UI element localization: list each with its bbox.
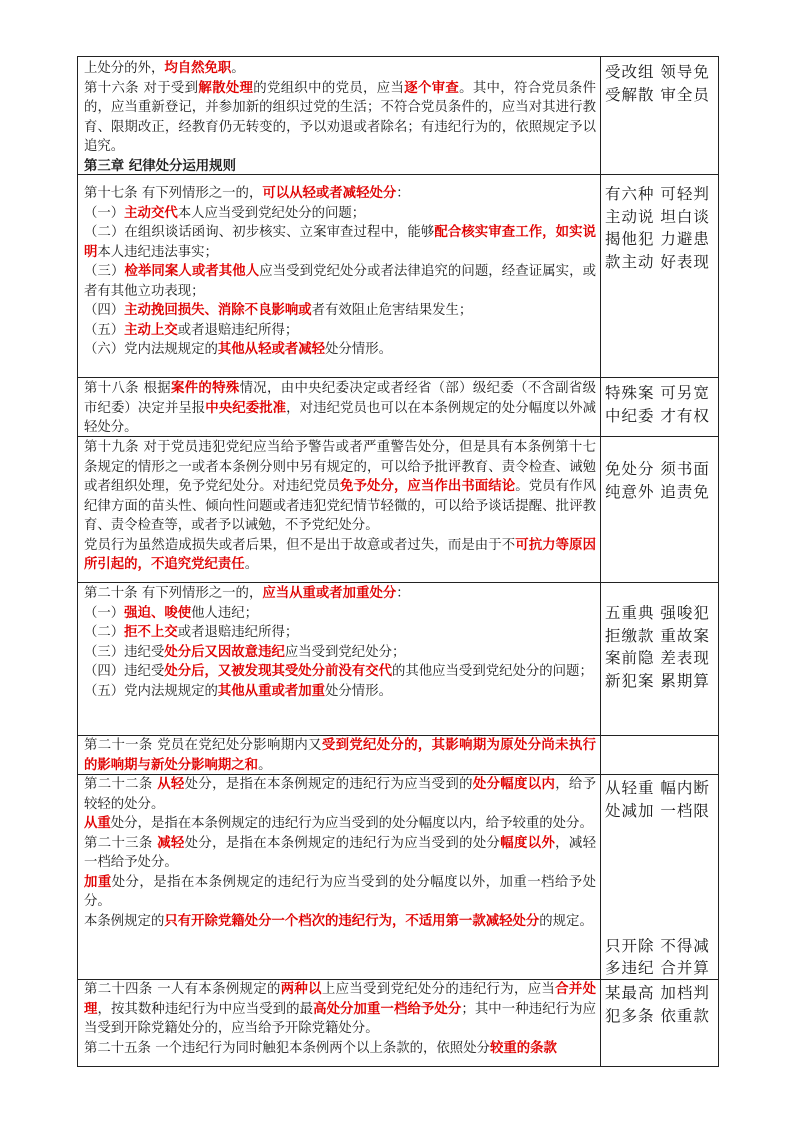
body-text: 上应当受到党纪处分的违纪行为，应当 (321, 982, 556, 997)
body-text: ；其中一种违纪行为应当受到开除党籍处分的，应当给予开除党籍处分。 (84, 1001, 597, 1036)
body-text: 处分情形。 (325, 342, 392, 357)
emphasis-text: 拒不上交 (124, 624, 178, 640)
body-text: 。党员有作风纪律方面的苗头性、倾向性问题或者违犯党纪情节轻微的，可以给予谈话提醒、批评教育、责令检查等，或者予以诫勉，不予党纪处分。 (84, 479, 597, 533)
emphasis-text: 均自然免职 (164, 60, 232, 76)
paragraph (84, 59, 596, 79)
body-text: 。其中，符合党员条件的，应当重新登记，并参加新的组织过党的生活；不符合党员条件的，应当对其进行教育、限期改正，经教育仍无转变的，予以劝退或者除名；有违纪行为的，依照规定予以追究。 (84, 80, 597, 154)
emphasis-text: 从轻 (157, 776, 185, 792)
body-text: 第十六条 对于受到 (84, 80, 199, 96)
body-text: 处分情形。 (325, 683, 392, 699)
body-text: （六）党内法规规定的 (84, 342, 218, 357)
body-text: （五）党内法规规定的 (84, 683, 218, 699)
body-text: 第二十五条 一个违纪行为同时触犯本条例两个以上条款的，依照处分 (84, 1040, 490, 1056)
emphasis-text: 受到党纪处分的，其影响期为原处分尚未执行的影响期与新处分影响期之和 (84, 737, 596, 773)
paragraph (84, 340, 596, 360)
row-3-mnemonic (605, 382, 718, 427)
column-divider (600, 57, 601, 1066)
body-text: 的其他应当受到党纪处分的问题； (391, 664, 593, 679)
body-text: 者有效阻止危害结果发生； (311, 303, 473, 318)
emphasis-text: 解散处理 (198, 79, 254, 96)
body-text: 第三章 纪律处分运用规则 (84, 157, 236, 174)
paragraph (84, 536, 596, 575)
emphasis-text: 主动挽回损失、消除不良影响或 (124, 302, 312, 318)
body-text: （一） (84, 605, 125, 621)
mnemonic-line: 五重典 强唆犯 (605, 604, 710, 622)
body-text: ，对违纪党员也可以在本条例规定的处分幅度以外减轻处分。 (84, 400, 597, 435)
row-5-text (84, 584, 596, 701)
paragraph (84, 157, 596, 177)
mnemonic-line: 中纪委 才有权 (605, 406, 710, 425)
body-text: 第二十二条 (84, 777, 158, 792)
body-text: 本人违纪违法事实； (97, 244, 218, 260)
emphasis-text: 只有开除党籍处分一个档次的违纪行为，不适用第一款减轻处分 (164, 912, 540, 929)
mnemonic-line: 拒缴款 重故案 (605, 626, 710, 645)
emphasis-text: 强迫、唆使 (124, 604, 192, 621)
emphasis-text: 合并处理 (84, 981, 597, 1017)
emphasis-text: 中央纪委批准 (205, 399, 287, 416)
mnemonic-line: 某最高 加档判 (605, 984, 710, 1002)
body-text: 本条例规定的 (84, 913, 165, 929)
paragraph (84, 912, 596, 932)
emphasis-text: 其他从重或者加重 (217, 682, 326, 699)
mnemonic-line: 特殊案 可另宽 (605, 384, 710, 402)
body-text: 第十七条 有下列情形之一的， (84, 186, 263, 201)
mnemonic-line: 多违纪 合并算 (605, 959, 710, 977)
paragraph (84, 834, 596, 873)
paragraph (84, 662, 596, 682)
emphasis-text: 主动上交 (124, 321, 178, 338)
body-text: 第十九条 对于党员违犯党纪应当给予警告或者严重警告处分，但是具有本条例第十七条规定的情形之一或者本条例分则中另有规定的，可以给予批评教育、责令检查、诫勉或者组织处理，免予党纪处分。对违纪党员 (84, 440, 596, 494)
paragraph (84, 775, 596, 814)
row-2-text (84, 184, 596, 360)
mnemonic-line: 有六种 可轻判 (605, 185, 710, 203)
body-text: 的规定。 (539, 913, 593, 929)
emphasis-text: 配合核实审查工作，如实说明 (84, 224, 597, 260)
paragraph (84, 184, 596, 204)
body-text: （三）违纪受 (84, 644, 165, 660)
body-text: 情况，由中央纪委决定或者经省（部）级纪委（不含副省级市纪委）决定并呈报 (84, 381, 597, 416)
emphasis-text: 免予处分，应当作出书面结论 (340, 478, 516, 494)
paragraph (84, 321, 596, 341)
row-4-text (84, 438, 596, 575)
emphasis-text: 处分后，又被发现其受处分前没有交代 (164, 663, 392, 679)
body-text: 处分，是指在本条例规定的违纪行为应当受到的处分幅度以内，给予较重的处分。 (110, 816, 593, 831)
body-text: 第二十三条 (84, 835, 158, 851)
emphasis-text: 处分后又因故意违纪 (164, 643, 285, 660)
body-text: （四） (84, 303, 125, 318)
paragraph (84, 438, 596, 536)
paragraph (84, 643, 596, 663)
emphasis-text: 可以从轻或者减轻处分 (262, 185, 397, 201)
mnemonic-line: 犯多条 依重款 (605, 1006, 710, 1025)
paragraph (84, 980, 596, 1039)
paragraph (84, 604, 596, 624)
mnemonic-line (605, 890, 718, 913)
paragraph (84, 736, 596, 775)
mnemonic-line (605, 822, 718, 845)
body-text: 。 (258, 757, 272, 773)
paragraph (84, 262, 596, 301)
paragraph (84, 379, 596, 438)
emphasis-text: 处分幅度以内 (472, 776, 556, 792)
mnemonic-line: 款主动 好表现 (605, 252, 710, 271)
body-text: ： (396, 586, 410, 601)
mnemonic-line: 从轻重 幅内断 (605, 779, 710, 797)
body-text: 上处分的外， (84, 61, 165, 76)
body-text: （四）违纪受 (84, 664, 165, 679)
paragraph (84, 814, 596, 834)
mnemonic-line: 处减加 一档限 (605, 801, 710, 820)
emphasis-text: 逐个审查 (404, 79, 460, 96)
body-text: ： (396, 186, 410, 201)
body-text: 。 (231, 61, 245, 76)
body-text: 处分，是指在本条例规定的违纪行为应当受到的处分幅度以外，加重一档给予处分。 (84, 874, 596, 909)
mnemonic-line: 案前隐 差表现 (605, 649, 710, 667)
paragraph (84, 682, 596, 702)
paragraph (84, 623, 596, 643)
emphasis-text: 高处分加重一档给予处分 (313, 1000, 462, 1017)
emphasis-text: 检举同案人或者其他人 (124, 263, 260, 279)
body-text: 第二十四条 一人有本条例规定的 (84, 982, 281, 997)
paragraph (84, 873, 596, 912)
body-text: 本人应当受到党纪处分的问题； (177, 205, 366, 221)
mnemonic-line: 免处分 须书面 (605, 460, 710, 478)
row-8-mnemonic (605, 982, 718, 1027)
body-text: （三） (84, 264, 125, 279)
paragraph (84, 204, 596, 224)
mnemonic-line (605, 845, 718, 868)
body-text: 的党组织中的党员，应当 (253, 80, 405, 96)
emphasis-text: 案件的特殊 (170, 380, 240, 396)
body-text: 第二十一条 党员在党纪处分影响期内又 (84, 738, 322, 753)
row-6-text (84, 736, 596, 775)
paragraph (84, 301, 596, 321)
paragraph (84, 1039, 596, 1059)
document-table (77, 56, 719, 1067)
paragraph (84, 223, 596, 262)
body-text: （五） (84, 322, 125, 338)
body-text: 或者退赔违纪所得； (177, 625, 299, 640)
emphasis-text: 可抗力等原因所引起的，不追究党纪责任 (84, 536, 597, 572)
row-4-mnemonic (605, 458, 718, 503)
body-text: 第十八条 根据 (84, 381, 171, 396)
row-2-mnemonic (605, 183, 718, 273)
row-1-text (84, 59, 596, 176)
row-1-mnemonic (605, 61, 718, 106)
body-text: 党员行为虽然造成损失或者后果，但不是出于故意或者过失，而是由于不 (84, 537, 516, 553)
emphasis-text: 减轻 (157, 834, 185, 851)
row-7-mnemonic (605, 777, 718, 980)
body-text: 应当受到党纪处分； (284, 644, 406, 660)
body-text: ，减轻一档给予处分。 (84, 835, 597, 870)
body-text: 。 (244, 557, 259, 572)
row-divider (78, 582, 718, 583)
body-text: 应当受到党纪处分或者法律追究的问题，经查证属实，或者有其他立功表现； (84, 264, 597, 299)
emphasis-text: 加重 (84, 873, 112, 890)
body-text: （二） (84, 625, 125, 640)
mnemonic-line: 主动说 坦白谈 (605, 207, 710, 226)
body-text: 或者退赔违纪所得； (177, 322, 299, 338)
row-3-text (84, 379, 596, 438)
row-7-text (84, 775, 596, 931)
emphasis-text: 从重 (84, 815, 111, 831)
mnemonic-line: 新犯案 累期算 (605, 671, 710, 690)
emphasis-text: 两种以 (280, 981, 322, 997)
paragraph (84, 79, 596, 157)
body-text: ，按其数种违纪行为中应当受到的最 (97, 1001, 314, 1017)
mnemonic-line: 受解散 审全员 (605, 85, 710, 104)
emphasis-text: 幅度以外 (500, 834, 556, 851)
emphasis-text: 主动交代 (124, 204, 178, 221)
emphasis-text: 应当从重或者加重处分 (262, 585, 397, 601)
mnemonic-line: 揭他犯 力避患 (605, 230, 710, 248)
mnemonic-line (605, 912, 718, 935)
body-text: 他人违纪； (191, 605, 259, 621)
body-text: （二）在组织谈话函询、初步核实、立案审查过程中，能够 (84, 225, 435, 240)
emphasis-text: 其他从轻或者减轻 (217, 341, 326, 357)
row-8-text (84, 980, 596, 1058)
paragraph (84, 584, 596, 604)
row-5-mnemonic (605, 602, 718, 692)
mnemonic-line (605, 867, 718, 890)
mnemonic-line: 纯意外 追责免 (605, 482, 710, 501)
mnemonic-line: 只开除 不得减 (605, 936, 710, 955)
body-text: ，给予较轻的处分。 (84, 777, 597, 812)
body-text: （一） (84, 205, 125, 221)
body-text: 处分，是指在本条例规定的违纪行为应当受到的处分 (184, 835, 501, 851)
row-divider (78, 377, 718, 378)
body-text: 处分，是指在本条例规定的违纪行为应当受到的 (184, 777, 473, 792)
emphasis-text: 较重的条款 (489, 1039, 557, 1056)
body-text: 第二十条 有下列情形之一的， (84, 586, 263, 601)
mnemonic-line: 受改组 领导免 (605, 63, 710, 81)
